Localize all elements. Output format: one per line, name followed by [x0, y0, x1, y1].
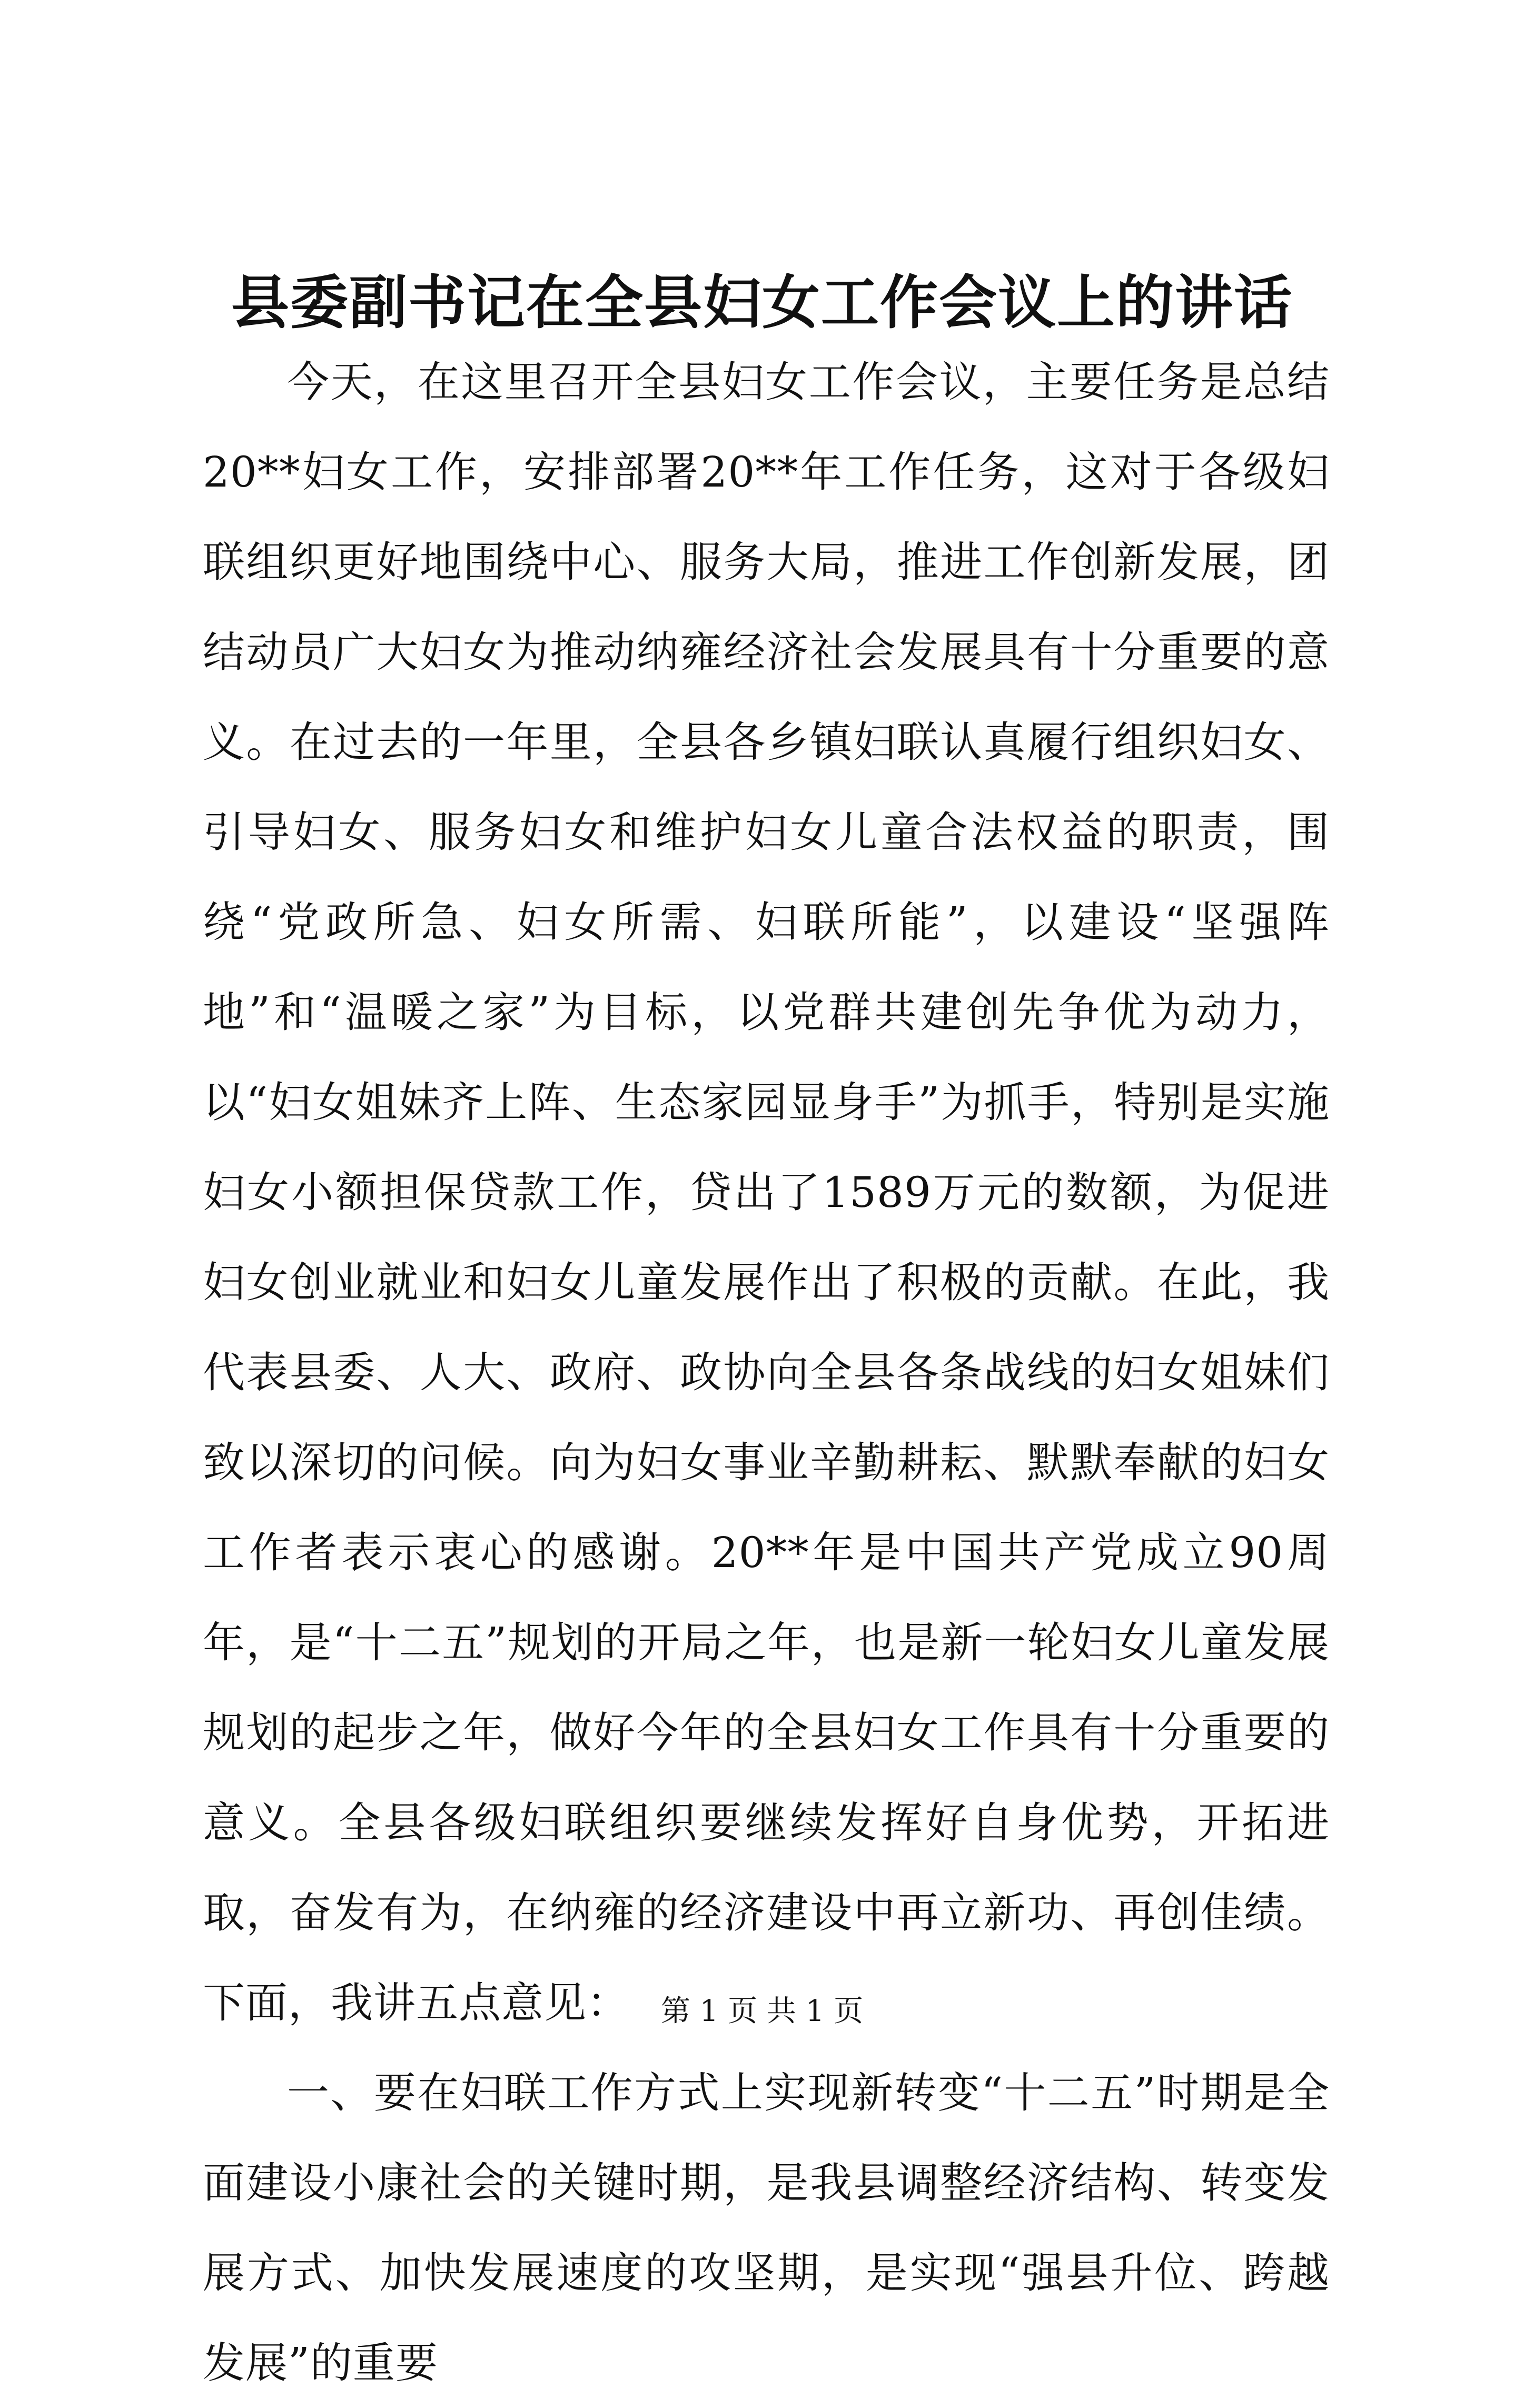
- page-footer: 第 1 页 共 1 页: [660, 1994, 864, 2028]
- document-body: [203, 337, 1330, 2408]
- paragraph-section-one: 一、要在妇联工作方式上实现新转变“十二五”时期是全面建设小康社会的关键时期，是我县调整经济结构、转变发展方式、加快发展速度的攻坚期，是实现“强县升位、跨越发展”的重要: [203, 2068, 1330, 2387]
- document-title: 县委副书记在全县妇女工作会议上的讲话: [231, 269, 1293, 336]
- paragraph-intro: 今天，在这里召开全县妇女工作会议，主要任务是总结20**妇女工作，安排部署20**年工作任务，这对于各级妇联组织更好地围绕中心、服务大局，推进工作创新发展，团结动员广大妇女为推动纳雍经济社会发展具有十分重要的意义。在过去的一年里，全县各乡镇妇联认真履行组织妇女、引导妇女、服务妇女和维护妇女儿童合法权益的职责，围绕“党政所急、妇女所需、妇联所能”，以建设“坚强阵地”和“温暖之家”为目标，以党群共建创先争优为动力，以“妇女姐妹齐上阵、生态家园显身手”为抓手，特别是实施妇女小额担保贷款工作，贷出了1589万元的数额，为促进妇女创业就业和妇女儿童发展作出了积极的贡献。在此，我代表县委、人大、政府、政协向全县各条战线的妇女姐妹们致以深切的问候。向为妇女事业辛勤耕耘、默默奉献的妇女工作者表示衷心的感谢。20**年是中国共产党成立90周年，是“十二五”规划的开局之年，也是新一轮妇女儿童发展规划的起步之年，做好今年的全县妇女工作具有十分重要的意义。全县各级妇联组织要继续发挥好自身优势，开拓进取，奋发有为，在纳雍的经济建设中再立新功、再创佳绩。下面，我讲五点意见：: [203, 358, 1330, 2027]
